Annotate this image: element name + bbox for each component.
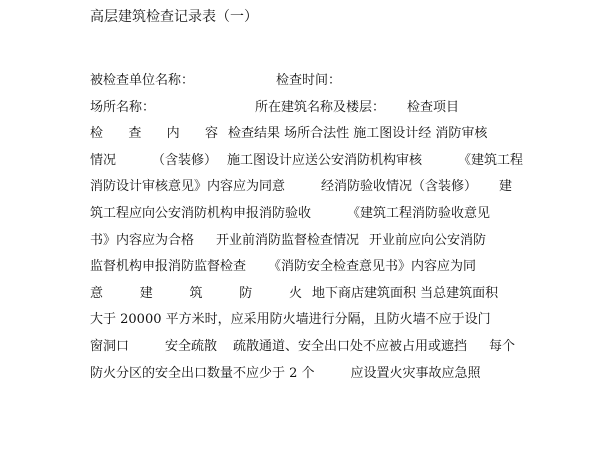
text-segment: 书》内容应为合格 (90, 232, 195, 248)
text-segment: 经消防验收情况（含装修） (321, 179, 478, 195)
table-header-line (90, 121, 516, 148)
text-segment: 应设置火灾事故应急照 (350, 365, 481, 381)
text-line (90, 281, 516, 308)
text-line (90, 174, 516, 201)
text-line (90, 201, 516, 228)
text-line (90, 228, 516, 255)
inspection-time-label: 检查时间： (276, 73, 342, 88)
building-floor-label: 所在建筑名称及楼层： (255, 99, 386, 115)
content-heading-char: 内 (166, 126, 180, 142)
spaced-heading (90, 281, 312, 308)
text-segment: 窗洞口 (90, 338, 130, 354)
content-heading-char: 检 (90, 126, 104, 142)
text-segment: 消防设计审核意见》内容应为同意 (90, 179, 286, 195)
document-body (90, 68, 524, 387)
spaced-char: 意 (90, 285, 104, 301)
header-cells: 场所合法性 施工图设计经 消防审核 (284, 126, 488, 142)
text-segment: 监督机构申报消防监督检查 (90, 259, 247, 275)
text-segment: 《消防安全检查意见书》内容应为同 (268, 259, 477, 275)
text-segment: 情况 (90, 152, 117, 168)
document-title: 高层建筑检查记录表（一） (90, 9, 258, 25)
text-segment: 建 (499, 179, 513, 195)
content-heading-char: 查 (128, 126, 142, 142)
text-segment: 开业前消防监督检查情况 (216, 232, 360, 248)
content-heading (90, 121, 228, 148)
inspection-item-label: 检查项目 (407, 99, 460, 115)
header-line-site (90, 95, 516, 122)
text-segment: 大于 20000 平方米时，应采用防火墙进行分隔，且防火墙不应于设门 (90, 312, 491, 328)
result-heading: 检查结果 (228, 126, 281, 142)
spaced-char: 火 (288, 285, 302, 301)
text-segment: 筑工程应向公安消防机构申报消防验收 (90, 205, 312, 221)
text-segment: 开业前应向公安消防 (369, 232, 487, 248)
text-segment: 地下商店建筑面积 当总建筑面积 (312, 285, 499, 301)
text-segment: 每个 (489, 338, 516, 354)
site-name-label: 场所名称： (90, 99, 156, 115)
spaced-char: 筑 (189, 285, 203, 301)
text-line (90, 307, 516, 334)
page-bottom-crop (0, 444, 600, 450)
text-line (90, 361, 516, 388)
text-segment: 施工图设计应送公安消防机构审核 (227, 152, 423, 168)
text-segment: 《建筑工程消防验收意见 (347, 205, 491, 221)
spaced-char: 防 (239, 285, 253, 301)
spaced-char: 建 (139, 285, 153, 301)
content-heading-char: 容 (204, 126, 218, 142)
text-line (90, 254, 516, 281)
header-line-unit (90, 68, 516, 95)
text-line (90, 334, 516, 361)
text-segment: 疏散通道、安全出口处不应被占用或遮挡 (233, 338, 468, 354)
text-segment: 安全疏散 (165, 338, 218, 354)
text-segment: 防火分区的安全出口数量不应少于 2 个 (90, 365, 315, 381)
text-segment: （含装修） (152, 152, 218, 168)
text-line (90, 148, 524, 175)
text-segment: 《建筑工程 (458, 152, 524, 168)
inspected-unit-label: 被检查单位名称： (90, 73, 195, 88)
